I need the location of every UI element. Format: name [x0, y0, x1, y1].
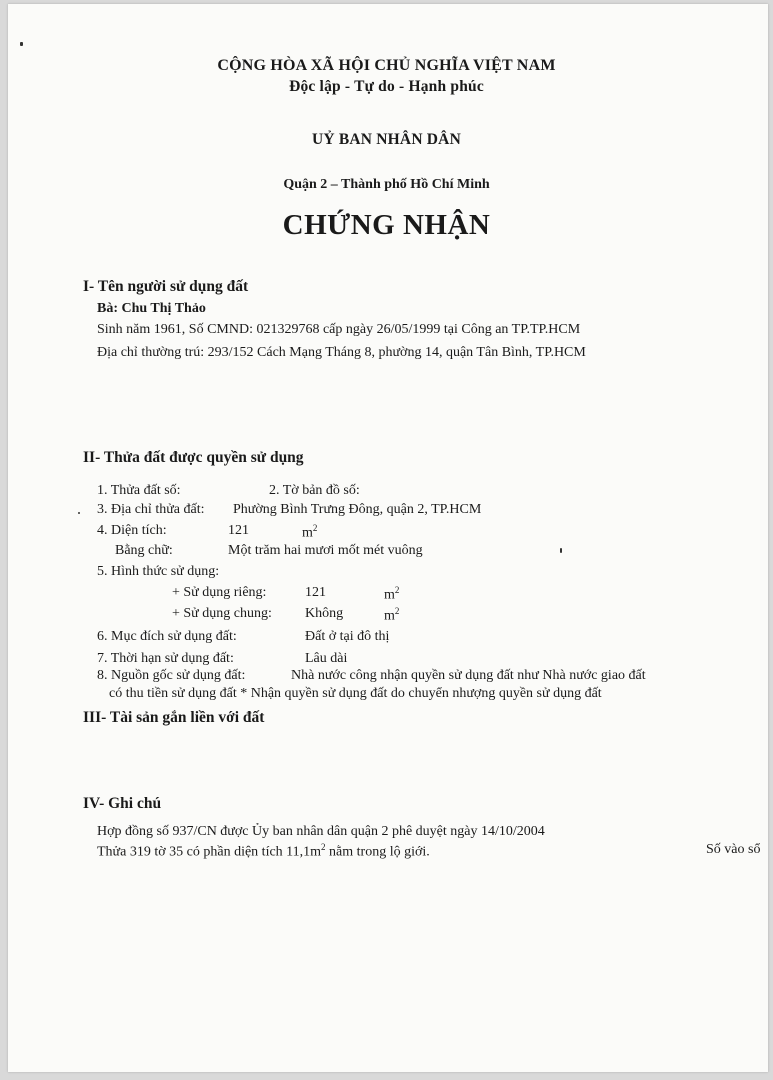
country-name: CỘNG HÒA XÃ HỘI CHỦ NGHĨA VIỆT NAM: [217, 57, 556, 74]
area-words-label: Bằng chữ:: [115, 543, 173, 558]
scan-mark: [560, 548, 562, 553]
section-2-heading: II- Thửa đất được quyền sử dụng: [83, 449, 304, 466]
origin-value-line-1: Nhà nước công nhận quyền sử dụng đất như Nhà nước giao đất: [291, 668, 646, 683]
margin-register-note: Số vào sổ: [706, 842, 761, 857]
private-use-value: 121: [305, 585, 326, 600]
origin-label: 8. Nguồn gốc sử dụng đất:: [97, 668, 246, 683]
unit-m: m: [384, 608, 395, 624]
origin-value-line-2: có thu tiền sử dụng đất * Nhận quyền sử dụng đất do chuyển nhượng quyền sử dụng đất: [109, 686, 602, 701]
unit-m: m: [302, 525, 313, 541]
area-words-value: Một trăm hai mươi mốt mét vuông: [228, 543, 423, 558]
term-label: 7. Thời hạn sử dụng đất:: [97, 651, 234, 666]
scan-mark: [78, 512, 80, 514]
note-2-squared: 2: [321, 842, 326, 852]
shared-use-label: + Sử dụng chung:: [172, 606, 272, 621]
shared-use-value: Không: [305, 606, 344, 621]
note-contract: Hợp đồng số 937/CN được Ủy ban nhân dân quận 2 phê duyệt ngày 14/10/2004: [97, 824, 545, 839]
owner-address: Địa chỉ thường trú: 293/152 Cách Mạng Tháng 8, phường 14, quận Tân Bình, TP.HCM: [97, 345, 586, 360]
issuing-authority: UỶ BAN NHÂN DÂN: [312, 131, 461, 148]
scan-mark: [20, 42, 23, 46]
note-2-tail: nằm trong lộ giới.: [325, 844, 430, 860]
purpose-label: 6. Mục đích sử dụng đất:: [97, 629, 237, 644]
unit-squared: 2: [312, 523, 318, 533]
section-4-heading: IV- Ghi chú: [83, 795, 162, 812]
note-road-boundary: [97, 842, 430, 861]
national-motto: Độc lập - Tự do - Hạnh phúc: [289, 78, 484, 95]
usage-form-label: 5. Hình thức sử dụng:: [97, 564, 220, 579]
district-name: Quận 2 – Thành phố Hồ Chí Minh: [283, 177, 490, 192]
owner-birth-id: Sinh năm 1961, Số CMND: 021329768 cấp ngày 26/05/1999 tại Công an TP.TP.HCM: [97, 322, 581, 337]
area-value: 121: [228, 523, 249, 538]
area-unit: [302, 523, 317, 542]
section-3-heading: III- Tài sản gắn liền với đất: [83, 709, 265, 726]
unit-squared: 2: [394, 606, 400, 616]
plot-number-label: 1. Thửa đất số:: [97, 483, 181, 498]
shared-use-unit: [384, 606, 399, 625]
unit-squared: 2: [394, 585, 400, 595]
section-1-heading: I- Tên người sử dụng đất: [83, 278, 249, 295]
owner-name: Bà: Chu Thị Thảo: [97, 301, 206, 316]
note-2-text: Thửa 319 tờ 35 có phần diện tích 11,1m: [97, 844, 322, 860]
term-value: Lâu dài: [305, 651, 348, 666]
area-label: 4. Diện tích:: [97, 523, 167, 538]
unit-m: m: [384, 587, 395, 603]
purpose-value: Đất ở tại đô thị: [305, 629, 390, 644]
plot-address-label: 3. Địa chỉ thửa đất:: [97, 502, 205, 517]
plot-address-value: Phường Bình Trưng Đông, quận 2, TP.HCM: [233, 502, 482, 517]
private-use-unit: [384, 585, 399, 604]
map-sheet-label: 2. Tờ bản đồ số:: [269, 483, 360, 498]
private-use-label: + Sử dụng riêng:: [172, 585, 267, 600]
document-title: CHỨNG NHẬN: [282, 209, 491, 241]
